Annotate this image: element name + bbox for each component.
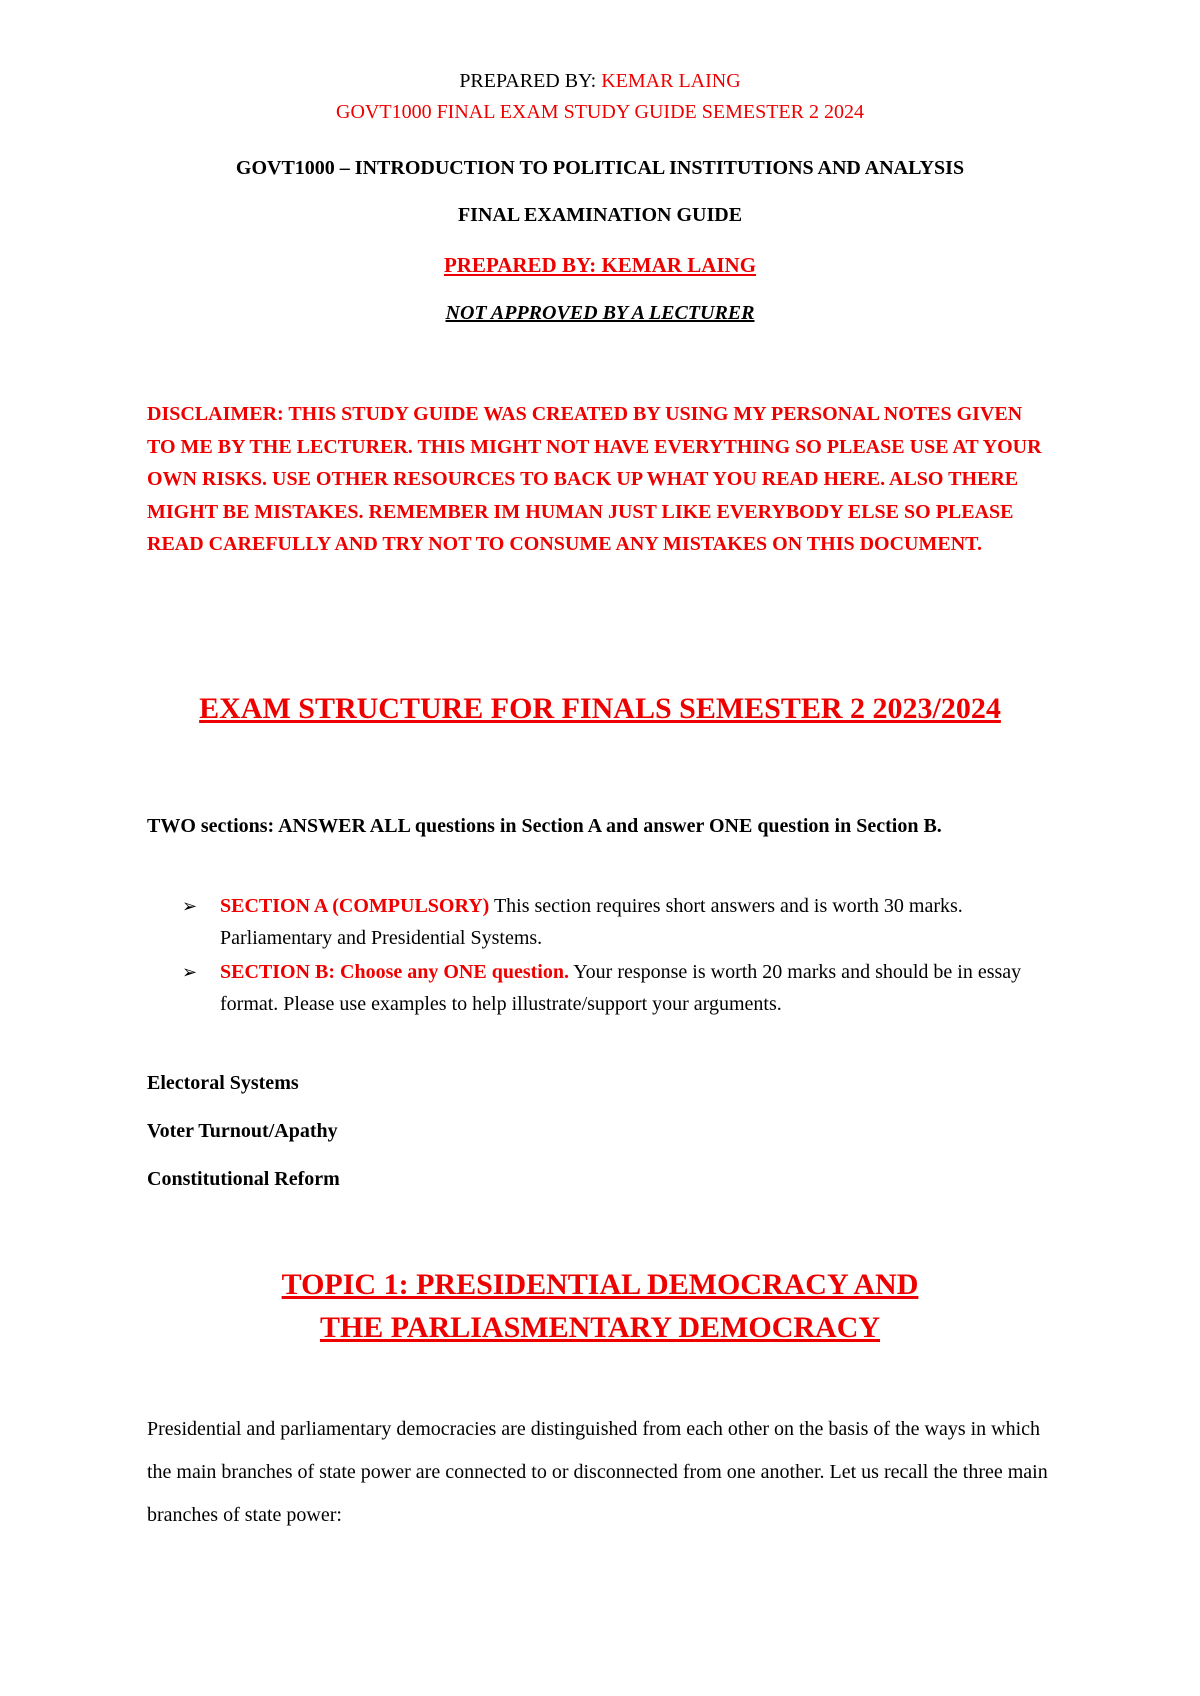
section-a-label: SECTION A (COMPULSORY) <box>220 895 490 917</box>
prepared-by-heading: PREPARED BY: KEMAR LAING <box>443 253 757 277</box>
section-b-label: SECTION B: Choose any ONE question. <box>220 961 569 983</box>
final-exam-guide-heading: FINAL EXAMINATION GUIDE <box>457 204 743 226</box>
section-list <box>147 890 1067 1022</box>
topic1-intro-paragraph: Presidential and parliamentary democracies are distinguished from each other on the basis of the ways in which the main branches of state power are connected to or disconnected from one another. Let us recall the three main branches of state power: <box>147 1418 1048 1526</box>
exam-structure-title: EXAM STRUCTURE FOR FINALS SEMESTER 2 2023/2024 <box>199 692 1001 725</box>
section-b-text: Your response is worth 20 marks and should be in essay format. Please use examples to help illustrate/support your arguments. <box>220 961 1022 1015</box>
section-b-item <box>147 956 1067 1020</box>
arrow-bullet-icon: ➢ <box>182 896 198 916</box>
arrow-bullet-icon: ➢ <box>182 962 198 982</box>
topic1-title <box>0 1263 1200 1349</box>
section-a-item <box>147 890 1067 954</box>
topic1-title-text: TOPIC 1: PRESIDENTIAL DEMOCRACY AND THE PARLIASMENTARY DEMOCRACY <box>281 1268 919 1344</box>
header-prepared-by <box>0 70 1200 93</box>
topic-constitutional-reform: Constitutional Reform <box>147 1168 340 1190</box>
topic-voter-turnout: Voter Turnout/Apathy <box>147 1120 338 1142</box>
disclaimer-text: DISCLAIMER: THIS STUDY GUIDE WAS CREATED BY USING MY PERSONAL NOTES GIVEN TO ME BY THE LECTURER. THIS MIGHT NOT HAVE EVERYTHING SO PLEASE USE AT YOUR OWN RISKS. USE OTHER RESOURCES TO BACK UP WHAT YOU READ HERE. ALSO THERE MIGHT BE MISTAKES. REMEMBER IM HUMAN JUST LIKE EVERYBODY ELSE SO PLEASE READ CAREFULLY AND TRY NOT TO CONSUME ANY MISTAKES ON THIS DOCUMENT. <box>147 403 1042 555</box>
header-prepared-label: PREPARED BY: <box>459 70 602 92</box>
header-prepared-name: KEMAR LAING <box>601 70 741 92</box>
header-guide-line: GOVT1000 FINAL EXAM STUDY GUIDE SEMESTER 2 2024 <box>336 101 864 123</box>
not-approved-notice: NOT APPROVED BY A LECTURER <box>445 302 755 324</box>
exam-instructions: TWO sections: ANSWER ALL questions in Section A and answer ONE question in Section B. <box>147 815 942 837</box>
topic-electoral-systems: Electoral Systems <box>147 1072 299 1094</box>
course-title: GOVT1000 – INTRODUCTION TO POLITICAL INSTITUTIONS AND ANALYSIS <box>235 157 965 179</box>
section-a-text: This section requires short answers and is worth 30 marks. Parliamentary and Presidential Systems. <box>220 895 963 949</box>
